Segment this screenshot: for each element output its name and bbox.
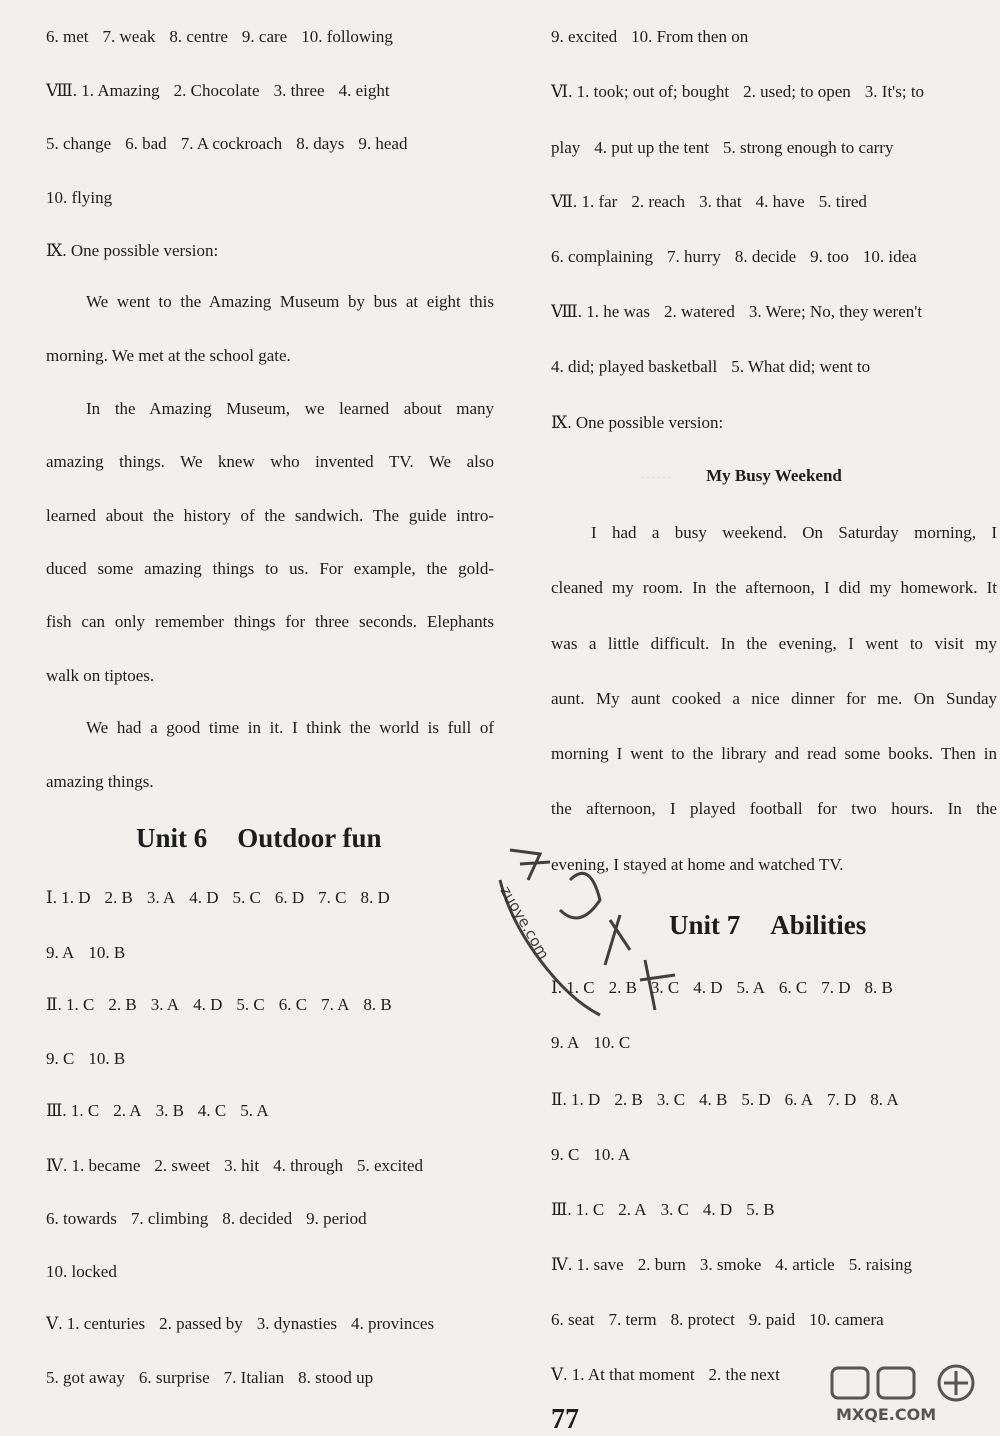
answer-item: 10. A (593, 1145, 631, 1164)
left-answer-line (46, 240, 218, 262)
unit6-answer-line (46, 1367, 373, 1389)
answer-item: 8. centre (169, 27, 228, 46)
right-answer-line (551, 412, 723, 434)
answer-item: 3. dynasties (256, 1314, 337, 1333)
page-number: 77 (551, 1404, 579, 1435)
answer-item: Ⅸ. One possible version: (551, 413, 724, 432)
answer-item: 5. A (240, 1101, 269, 1120)
answer-item: 7. climbing (130, 1209, 209, 1228)
answer-item: 5. C (236, 995, 265, 1014)
answer-item: 7. hurry (666, 247, 721, 266)
answer-item: 4. article (775, 1255, 835, 1274)
answer-item: 3. three (273, 81, 325, 100)
answer-item: 10. B (88, 943, 126, 962)
answer-item: 6. complaining (551, 247, 653, 266)
answer-item: Ⅷ. 1. he was (551, 302, 651, 321)
answer-item: 2. the next (708, 1365, 780, 1384)
svg-text:MXQE.COM: MXQE.COM (836, 1405, 937, 1424)
answer-item: 3. A (146, 888, 176, 907)
answer-item: 4. put up the tent (594, 138, 710, 157)
answer-item: 3. A (150, 995, 180, 1014)
answer-item: 2. used; to open (743, 82, 851, 101)
unit6-answer-line (46, 1100, 269, 1122)
unit6-answer-line (46, 1313, 434, 1335)
answer-item: 8. decide (734, 247, 797, 266)
essay-line: We had a good time in it. I think the world is full of (86, 718, 494, 737)
answer-item: 4. D (702, 1200, 733, 1219)
answer-item: Ⅰ. 1. D (46, 888, 91, 907)
answer-item: 2. B (608, 978, 637, 997)
unit7-answer-line (551, 1309, 884, 1331)
answer-item: 9. C (46, 1049, 75, 1068)
handwritten-watermark-stamp (480, 840, 690, 1030)
unit6-answer-line (46, 1208, 367, 1230)
answer-item: 3. that (699, 192, 742, 211)
essay-line: morning. We met at the school gate. (46, 346, 291, 365)
answer-item: Ⅱ. 1. D (551, 1090, 601, 1109)
answer-item: 9. A (46, 943, 75, 962)
answer-item: 5. D (741, 1090, 771, 1109)
answer-item: 5. excited (356, 1156, 424, 1175)
answer-item: Ⅵ. 1. took; out of; bought (551, 82, 730, 101)
essay-line: fish can only remember things for three seconds. Elephants (46, 612, 494, 631)
answer-item: 9. head (358, 134, 408, 153)
answer-item: Ⅷ. 1. Amazing (46, 81, 160, 100)
unit6-answer-line (46, 1155, 423, 1177)
answer-item: 2. Chocolate (173, 81, 260, 100)
answer-item: 9. A (551, 1033, 580, 1052)
essay-line: amazing things. (46, 772, 154, 791)
answer-item: 2. B (614, 1090, 643, 1109)
right-answer-line (551, 191, 867, 213)
answer-item: 9. care (241, 27, 288, 46)
unit-7-heading: Unit 7 Abilities (669, 910, 867, 940)
unit6-answer-line (46, 887, 390, 909)
essay-line: morning I went to the library and read some books. Then in (551, 744, 997, 763)
answer-item: 4. C (197, 1101, 227, 1120)
answer-item: 3. C (650, 978, 680, 997)
answer-item: 5. tired (818, 192, 867, 211)
answer-item: Ⅶ. 1. far (551, 192, 618, 211)
unit7-answer-line (551, 1254, 912, 1276)
right-answer-line (551, 81, 924, 103)
answer-item: 8. B (363, 995, 392, 1014)
unit6-answer-line (46, 994, 392, 1016)
answer-item: 7. weak (102, 27, 156, 46)
answer-item: 5. C (232, 888, 261, 907)
answer-item: 2. sweet (154, 1156, 211, 1175)
answer-item: 9. period (306, 1209, 367, 1228)
answer-item: play (551, 138, 581, 157)
answer-item: Ⅳ. 1. became (46, 1156, 141, 1175)
answer-item: 7. term (608, 1310, 657, 1329)
answer-item: 6. surprise (138, 1368, 210, 1387)
answer-item: 4. D (189, 888, 219, 907)
answer-item: 4. have (755, 192, 805, 211)
right-answer-line (551, 137, 893, 159)
right-answer-line (551, 26, 748, 48)
answer-item: Ⅱ. 1. C (46, 995, 95, 1014)
answer-item: 10. idea (862, 247, 917, 266)
answer-item: 6. C (278, 995, 308, 1014)
answer-item: 2. B (108, 995, 137, 1014)
answer-item: Ⅴ. 1. centuries (46, 1314, 146, 1333)
unit6-answer-line (46, 942, 125, 964)
answer-item: 8. stood up (298, 1368, 374, 1387)
essay-line: was a little difficult. In the evening, I went to visit my (551, 634, 997, 653)
essay-line: In the Amazing Museum, we learned about many (86, 399, 494, 418)
answer-item: 3. C (656, 1090, 686, 1109)
answer-item: Ⅳ. 1. save (551, 1255, 624, 1274)
answer-item: 9. too (810, 247, 849, 266)
answer-item: 3. Were; No, they weren't (748, 302, 923, 321)
answer-item: Ⅲ. 1. C (551, 1200, 605, 1219)
answer-item: 6. A (784, 1090, 813, 1109)
answer-item: 5. strong enough to carry (723, 138, 894, 157)
answer-item: 10. flying (46, 188, 113, 207)
answer-item: 4. B (699, 1090, 728, 1109)
right-answer-line (551, 356, 870, 378)
answer-item: 6. D (274, 888, 305, 907)
left-answer-line (46, 187, 112, 209)
answer-item: 7. D (827, 1090, 857, 1109)
unit7-answer-line (551, 1199, 775, 1221)
essay-line: duced some amazing things to us. For example, the gold- (46, 559, 494, 578)
right-answer-line (551, 246, 917, 268)
answer-item: 6. C (778, 978, 808, 997)
answer-item: 2. burn (637, 1255, 686, 1274)
right-answer-line (551, 301, 922, 323)
svg-text:zuoye.com: zuoye.com (496, 883, 553, 963)
answer-item: 2. B (104, 888, 133, 907)
answer-item: 7. A cockroach (180, 134, 283, 153)
answer-item: Ⅰ. 1. C (551, 978, 595, 997)
answer-item: 4. eight (338, 81, 390, 100)
left-answer-line (46, 133, 407, 155)
answer-item: 7. C (318, 888, 347, 907)
answer-item: 5. got away (46, 1368, 125, 1387)
unit6-answer-line (46, 1261, 117, 1283)
answer-item: 10. From then on (631, 27, 749, 46)
essay-line: I had a busy weekend. On Saturday morning, I (591, 523, 997, 542)
answer-item: 2. A (113, 1101, 142, 1120)
answer-item: 4. D (193, 995, 223, 1014)
answer-item: Ⅸ. One possible version: (46, 241, 219, 260)
answer-item: 7. Italian (223, 1368, 285, 1387)
answer-item: 2. watered (664, 302, 735, 321)
unit6-answer-line (46, 1048, 125, 1070)
answer-item: 10. camera (809, 1310, 884, 1329)
answer-item: 2. passed by (159, 1314, 243, 1333)
site-logo-watermark (826, 1362, 998, 1428)
essay-line: walk on tiptoes. (46, 666, 155, 685)
answer-item: 6. seat (551, 1310, 595, 1329)
answer-item: 8. days (296, 134, 345, 153)
unit7-answer-line (551, 1089, 899, 1111)
answer-item: 6. towards (46, 1209, 117, 1228)
left-answer-line (46, 26, 393, 48)
essay-line: aunt. My aunt cooked a nice dinner for me. On Sunday (551, 689, 997, 708)
answer-item: 5. change (46, 134, 112, 153)
answer-item: 7. D (821, 978, 851, 997)
essay-line: the afternoon, I played football for two hours. In the (551, 799, 997, 818)
answer-item: 9. excited (551, 27, 618, 46)
answer-item: 10. C (593, 1033, 631, 1052)
essay-line: learned about the history of the sandwich. The guide intro- (46, 506, 494, 525)
answer-item: 3. B (155, 1101, 184, 1120)
left-answer-line (46, 80, 390, 102)
essay-line: cleaned my room. In the afternoon, I did my homework. It (551, 578, 997, 597)
answer-item: 2. A (618, 1200, 647, 1219)
answer-item: 3. It's; to (864, 82, 925, 101)
answer-item: 5. raising (848, 1255, 913, 1274)
essay-line: amazing things. We knew who invented TV. We also (46, 452, 494, 471)
unit7-answer-line (551, 1364, 780, 1386)
answer-item: 6. bad (125, 134, 167, 153)
answer-item: 3. C (660, 1200, 689, 1219)
answer-item: 9. C (551, 1145, 580, 1164)
unit7-answer-line (551, 1144, 630, 1166)
answer-item: 8. protect (670, 1310, 735, 1329)
answer-item: 4. provinces (351, 1314, 435, 1333)
answer-item: 5. B (746, 1200, 775, 1219)
essay-title: My Busy Weekend (706, 466, 842, 485)
bleed-through: ······ (640, 470, 672, 487)
answer-item: 9. paid (748, 1310, 796, 1329)
unit7-answer-line (551, 1032, 630, 1054)
answer-item: 5. What did; went to (731, 357, 871, 376)
answer-item: 4. through (273, 1156, 343, 1175)
answer-item: 3. smoke (699, 1255, 762, 1274)
answer-item: 2. reach (631, 192, 686, 211)
answer-item: 5. A (736, 978, 765, 997)
answer-item: 8. B (864, 978, 893, 997)
essay-line: evening, I stayed at home and watched TV. (551, 855, 844, 874)
answer-item: Ⅴ. 1. At that moment (551, 1365, 695, 1384)
answer-item: 3. hit (224, 1156, 260, 1175)
answer-item: 8. A (870, 1090, 899, 1109)
answer-item: 7. A (321, 995, 350, 1014)
answer-item: 10. B (88, 1049, 126, 1068)
answer-item: 10. following (301, 27, 393, 46)
answer-item: 10. locked (46, 1262, 117, 1281)
answer-item: 4. did; played basketball (551, 357, 718, 376)
answer-item: Ⅲ. 1. C (46, 1101, 100, 1120)
answer-item: 8. decided (222, 1209, 293, 1228)
answer-item: 8. D (360, 888, 390, 907)
essay-line: We went to the Amazing Museum by bus at eight this (86, 292, 494, 311)
answer-item: 4. D (693, 978, 723, 997)
unit-6-heading: Unit 6 Outdoor fun (136, 823, 382, 853)
answer-item: 6. met (46, 27, 89, 46)
